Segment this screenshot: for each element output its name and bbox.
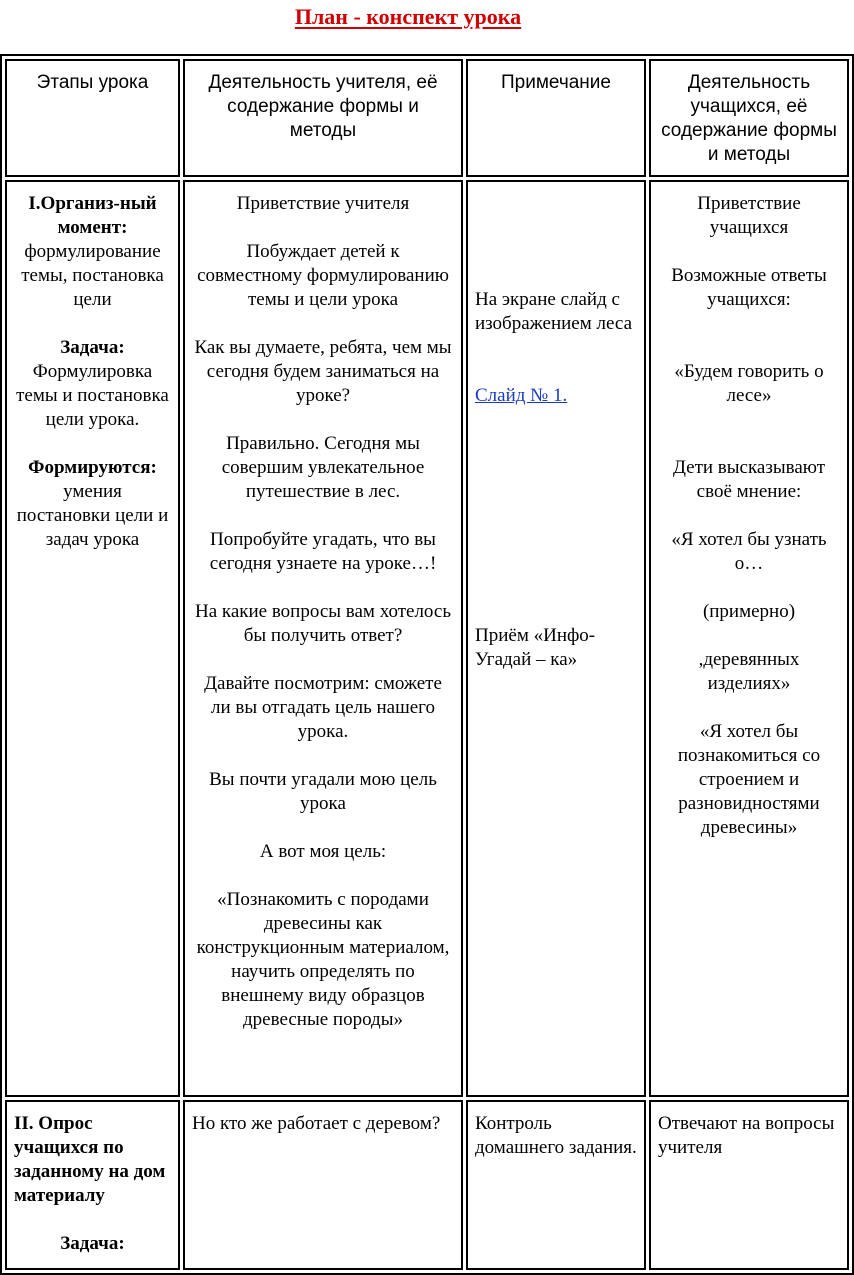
header-stages: Этапы урока — [5, 59, 180, 177]
teacher-line: Как вы думаете, ребята, чем мы сегодня будем заниматься на уроке? — [194, 337, 452, 406]
teacher-line: «Познакомить с породами древесины как конструкционным материалом, научить определять по внешнему виду образцов древесные породы» — [196, 889, 450, 1030]
stage-cell-1 — [5, 180, 180, 1097]
task-label: Задача: — [60, 337, 125, 358]
note-screen: На экране слайд с изображением леса — [475, 289, 633, 334]
students-want: «Я хотел бы познакомиться со строением и разновидностями древесины» — [677, 721, 821, 838]
teacher-cell-1 — [183, 180, 463, 1097]
task-text: Формулировка темы и постановка цели урока. — [16, 361, 169, 430]
teacher-line: Попробуйте угадать, что вы сегодня узнаете на уроке…! — [209, 529, 437, 574]
students-cell-2: Отвечают на вопросы учителя — [649, 1100, 849, 1270]
lesson-plan-table — [0, 54, 854, 1275]
form-text: умения постановки цели и задач урока — [16, 481, 169, 550]
teacher-line: Вы почти угадали мою цель урока — [209, 769, 437, 814]
stage-desc: формулирование темы, постановка цели — [21, 241, 164, 310]
students-answer: «Будем говорить о лесе» — [674, 361, 824, 406]
students-express: Дети высказывают своё мнение: — [672, 457, 826, 502]
students-possible: Возможные ответы учащихся: — [671, 265, 827, 310]
students-greeting: Приветствие учащихся — [697, 193, 801, 238]
teacher-line: Давайте посмотрим: сможете ли вы отгадать цель нашего урока. — [204, 673, 442, 742]
table-row — [5, 1100, 849, 1270]
header-students: Деятельность учащихся, её содержание формы и методы — [649, 59, 849, 177]
header-row — [5, 59, 849, 177]
teacher-line: Приветствие учителя — [236, 193, 410, 214]
students-cell-1 — [649, 180, 849, 1097]
page-title: План - конспект урока — [294, 4, 522, 29]
table-row — [5, 180, 849, 1097]
students-approx: (примерно) — [702, 601, 796, 622]
students-wood-items: ,деревянных изделиях» — [698, 649, 800, 694]
teacher-cell-2: Но кто же работает с деревом? — [183, 1100, 463, 1270]
students-want: «Я хотел бы узнать о… — [671, 529, 827, 574]
form-label: Формируются: — [28, 457, 157, 478]
note-method: Приём «Инфо-Угадай – ка» — [475, 625, 596, 670]
teacher-line: Правильно. Сегодня мы совершим увлекательное путешествие в лес. — [221, 433, 425, 502]
teacher-line: Побуждает детей к совместному формулированию темы и цели урока — [197, 241, 449, 310]
stage-cell-2 — [5, 1100, 180, 1270]
stage-title: II. Опрос учащихся по заданному на дом материалу — [14, 1113, 166, 1206]
notes-cell-1 — [466, 180, 646, 1097]
stage-title: I.Организ-ный момент: — [28, 193, 157, 238]
teacher-line: На какие вопросы вам хотелось бы получить ответ? — [194, 601, 452, 646]
task-label: Задача: — [60, 1233, 125, 1254]
header-notes: Примечание — [466, 59, 646, 177]
slide-link[interactable]: Слайд № 1. — [475, 385, 568, 406]
notes-cell-2: Контроль домашнего задания. — [466, 1100, 646, 1270]
teacher-line: А вот моя цель: — [259, 841, 387, 862]
header-teacher: Деятельность учителя, её содержание формы и методы — [183, 59, 463, 177]
